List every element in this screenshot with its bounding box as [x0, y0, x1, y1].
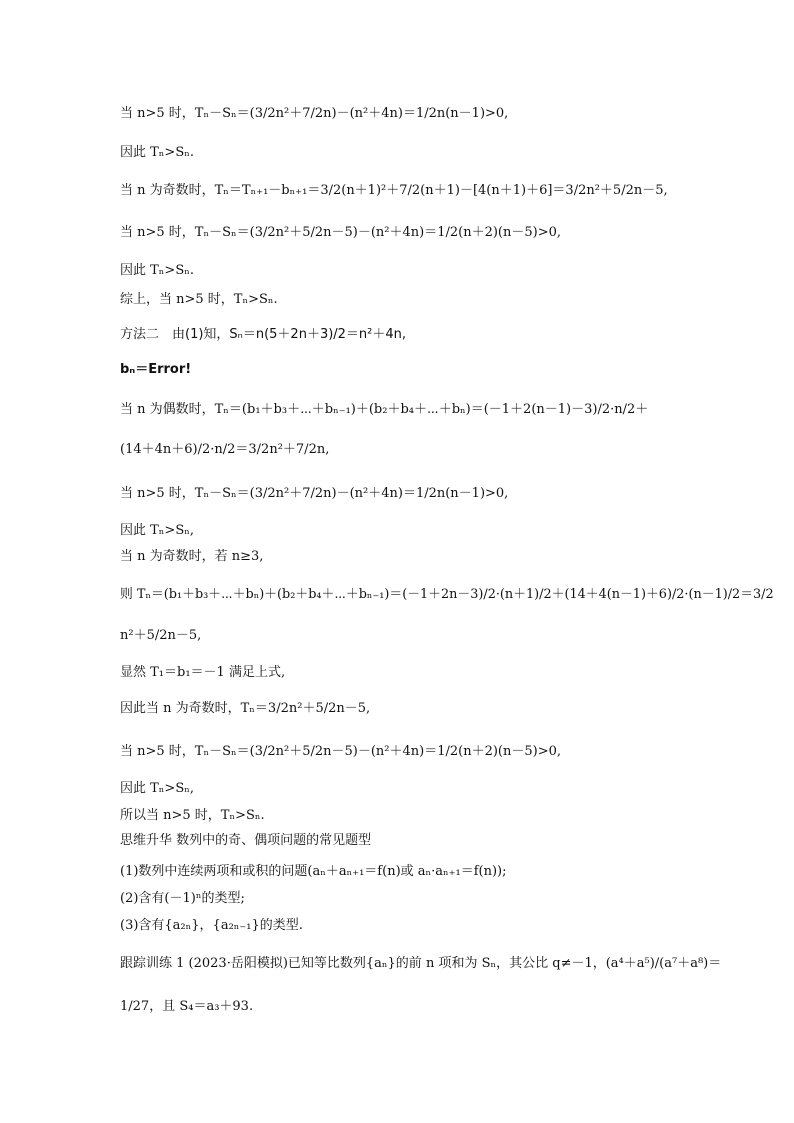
exercise-line: 1/27，且 S₄＝a₃＋93.: [120, 999, 254, 1014]
text-line: 因此当 n 为奇数时，Tₙ＝3/2n²＋5/2n－5,: [120, 701, 371, 716]
text-line: 因此 Tₙ>Sₙ.: [120, 145, 194, 160]
text-line: 显然 T₁＝b₁＝－1 满足上式,: [120, 665, 286, 680]
text-line: 当 n>5 时，Tₙ－Sₙ＝(3/2n²＋5/2n－5)－(n²＋4n)＝1/2(n＋2)(n－5)>0,: [120, 744, 562, 759]
summary-heading: 思维升华 数列中的奇、偶项问题的常见题型: [120, 833, 372, 848]
text-line: 因此 Tₙ>Sₙ,: [120, 781, 194, 796]
text-line: 因此 Tₙ>Sₙ.: [120, 263, 194, 278]
text-line: 当 n 为奇数时，若 n≥3,: [120, 549, 264, 564]
exercise-line: 跟踪训练 1 (2023·岳阳模拟)已知等比数列{aₙ}的前 n 项和为 Sₙ，其公比 q≠－1，(a⁴＋a⁵)/(a⁷＋a⁸)＝: [120, 956, 722, 971]
list-item: (1)数列中连续两项和或积的问题(aₙ＋aₙ₊₁＝f(n)或 aₙ·aₙ₊₁＝f(n));: [120, 864, 507, 879]
text-line: 当 n 为偶数时，Tₙ＝(b₁＋b₃＋⋯＋bₙ₋₁)＋(b₂＋b₄＋⋯＋bₙ)＝(－1＋2(n－1)－3)/2·n/2＋: [120, 402, 649, 417]
text-line: 当 n>5 时，Tₙ－Sₙ＝(3/2n²＋7/2n)－(n²＋4n)＝1/2n(n－1)>0,: [120, 486, 509, 501]
method-two-heading: 方法二 由(1)知，Sₙ＝n(5＋2n＋3)/2＝n²＋4n,: [120, 327, 407, 342]
text-line: bₙ＝Error!: [120, 362, 192, 377]
text-line: 当 n 为奇数时，Tₙ＝Tₙ₊₁－bₙ₊₁＝3/2(n＋1)²＋7/2(n＋1)－[4(n＋1)＋6]＝3/2n²＋5/2n－5,: [120, 183, 668, 198]
text-line: (14＋4n＋6)/2·n/2＝3/2n²＋7/2n,: [120, 442, 330, 457]
text-line: 当 n>5 时，Tₙ－Sₙ＝(3/2n²＋7/2n)－(n²＋4n)＝1/2n(n－1)>0,: [120, 106, 509, 121]
list-item: (3)含有{a₂ₙ}，{a₂ₙ₋₁}的类型.: [120, 918, 303, 933]
text-line: 当 n>5 时，Tₙ－Sₙ＝(3/2n²＋5/2n－5)－(n²＋4n)＝1/2(n＋2)(n－5)>0,: [120, 225, 562, 240]
text-line: 则 Tₙ＝(b₁＋b₃＋⋯＋bₙ)＋(b₂＋b₄＋⋯＋bₙ₋₁)＝(－1＋2n－3)/2·(n＋1)/2＋(14＋4(n－1)＋6)/2·(n－1)/2＝3/2: [120, 587, 774, 602]
list-item: (2)含有(－1)ⁿ的类型;: [120, 891, 245, 906]
text-line: 所以当 n>5 时，Tₙ>Sₙ.: [120, 808, 265, 823]
text-line: 综上，当 n>5 时，Tₙ>Sₙ.: [120, 292, 278, 307]
text-line: n²＋5/2n－5,: [120, 628, 202, 643]
text-line: 因此 Tₙ>Sₙ,: [120, 523, 194, 538]
